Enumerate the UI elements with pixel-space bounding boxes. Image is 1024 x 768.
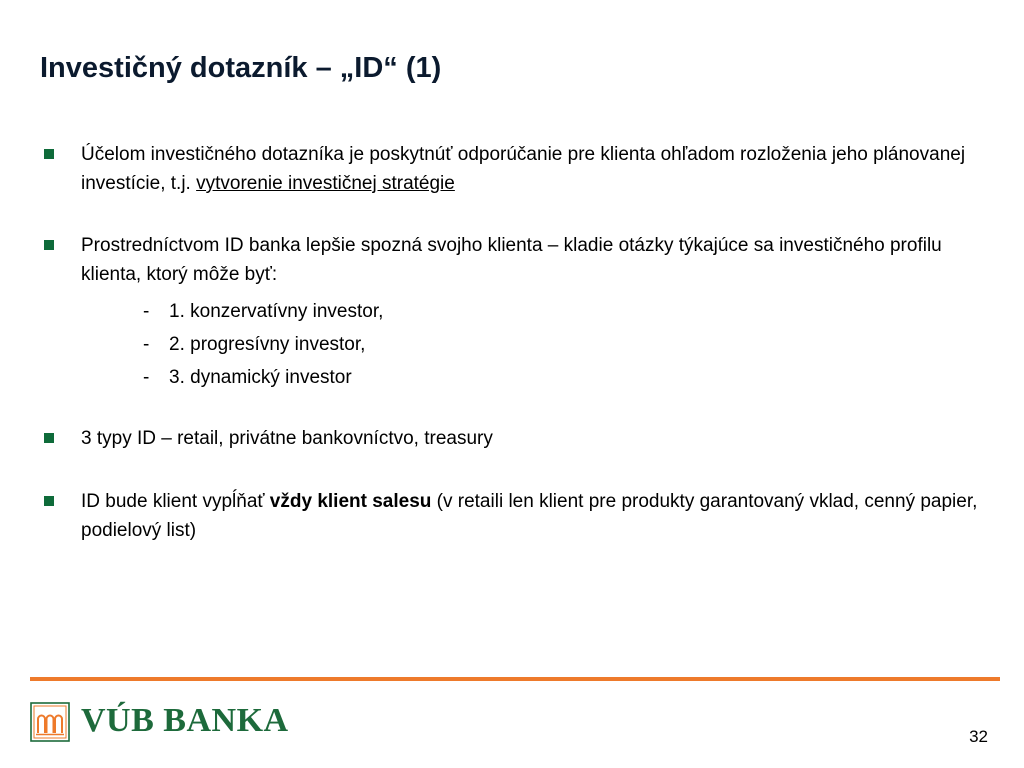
bullet-item-who-fills xyxy=(44,487,984,545)
bullet-text: Prostredníctvom ID banka lepšie spozná svojho klienta – kladie otázky týkajúce sa investičného profilu klienta, ktorý môže byť: xyxy=(81,235,942,285)
bullet-list xyxy=(44,140,984,545)
logo-wordmark: VÚB BANKA xyxy=(81,702,289,739)
bullet-text: Účelom investičného dotazníka je poskytnúť odporúčanie pre klienta ohľadom rozloženia jeho plánovanej investície, t.j. xyxy=(81,144,966,194)
list-item-text: 3. dynamický investor xyxy=(169,367,352,388)
bullet-text: ID bude klient vypĺňať xyxy=(81,491,270,512)
page-number: 32 xyxy=(969,727,988,746)
list-item-text: 2. progresívny investor, xyxy=(169,334,366,355)
square-bullet-icon xyxy=(44,496,54,506)
footer-divider xyxy=(30,677,1000,681)
investor-type-list xyxy=(44,295,984,394)
dash-marker: - xyxy=(143,301,150,322)
vub-arches-logo-icon xyxy=(30,702,70,742)
bullet-item-purpose xyxy=(44,140,984,198)
bullet-text: 3 typy ID – retail, privátne bankovníctvo, treasury xyxy=(81,428,493,449)
square-bullet-icon xyxy=(44,240,54,250)
bullet-text-continued: (v retaili len klient pre produkty garantovaný vklad, cenný papier, podielový list) xyxy=(81,491,978,541)
bullet-item-client-profile xyxy=(44,231,984,289)
bullet-emphasis: vždy klient salesu xyxy=(269,491,432,512)
vub-banka-logo xyxy=(30,700,290,744)
dash-marker: - xyxy=(143,367,150,388)
strategy-link[interactable]: vytvorenie investičnej stratégie xyxy=(196,173,455,194)
dash-marker: - xyxy=(143,334,150,355)
square-bullet-icon xyxy=(44,433,54,443)
slide-title: Investičný dotazník – „ID“ (1) xyxy=(40,52,442,84)
list-item xyxy=(44,328,984,361)
list-item xyxy=(44,361,984,394)
list-item-text: 1. konzervatívny investor, xyxy=(169,301,384,322)
list-item xyxy=(44,295,984,328)
square-bullet-icon xyxy=(44,149,54,159)
bullet-item-id-types xyxy=(44,424,984,453)
